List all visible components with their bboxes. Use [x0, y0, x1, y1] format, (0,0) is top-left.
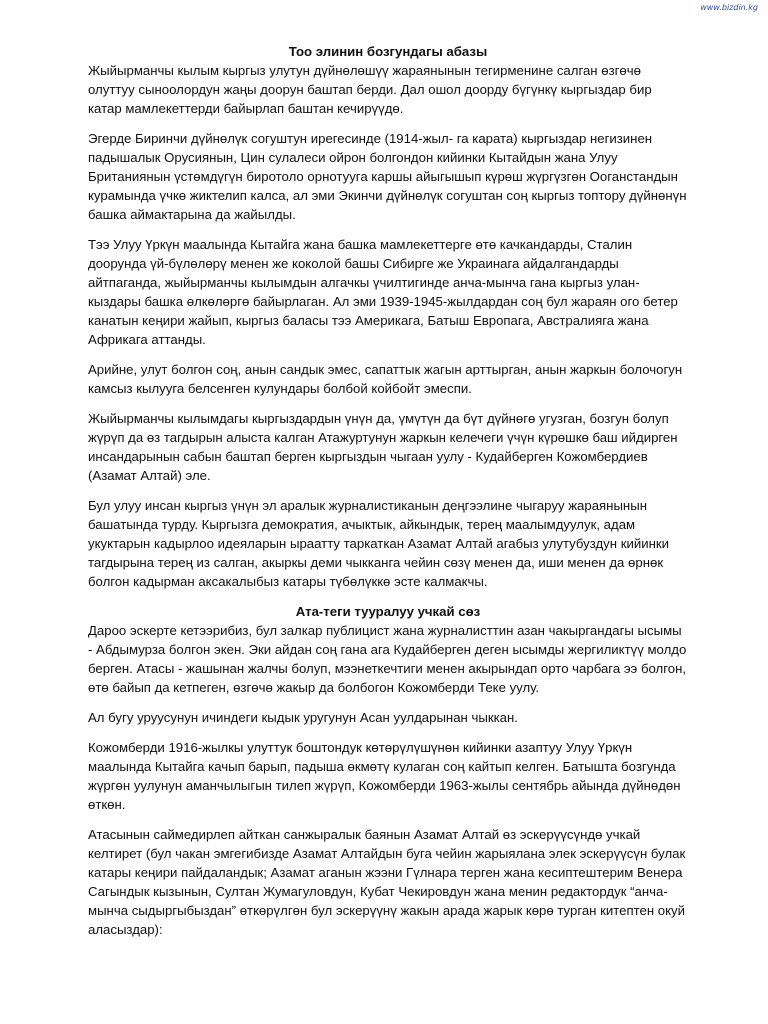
paragraph: Тээ Улуу Үркүн маалында Кытайга жана башка мамлекеттерге өтө качкандарды, Сталин доорунда үй-бүлөлөрү менен же коколой башы Сибирге же Украинага айдалгандарды айтпаганда, жыйырманчы кылымдын алгачкы үчилтигинде анча-мынча гана кыргыз улан-кыздары башка өлкөлөргө байырлаган. Ал эми 1939-1945-жылдардан соң бул жараян ого бетер канатын кеңири жайып, кыргыз баласы тээ Америкага, Батыш Европага, Австралияга жана Африкага аттанды.	[88, 237, 678, 347]
paragraph: Арийне, улут болгон соң, анын сандык эмес, сапаттык жагын арттырган, анын жаркын болочогун камсыз кылууга белсенген кулундары болбой койбойт эмеспи.	[88, 362, 683, 396]
page-title: Тоо элинин бозгундагы абазы	[288, 44, 488, 59]
paragraph: Атасынын саймедирлеп айткан санжыралык баянын Азамат Алтай өз эскерүүсүндө учкай келтирет (бул чакан эмгегибизде Азамат Алтайдын буга чейин жарыялана элек эскерүүсүн булак катары кеңири пайдаландык; Азамат аганын жээни Гүлнара терген жана кесиптештерим Венера Сагындык кызынын, Султан Жумагуловдун, Кубат Чекировдун жана менин редактордук “анча-мынча сыдыргыбыздан” өткөрүлгөн бул эскерүүнү жакын арада жарык көрө турган китептен окуй аласыздар):	[88, 827, 686, 937]
section-heading: Ата-теги тууралуу учкай сөз	[295, 604, 481, 619]
watermark: www.bizdin.kg	[700, 3, 758, 12]
paragraph: Эгерде Биринчи дүйнөлүк согуштун ирегесинде (1914-жыл- га карата) кыргыздар негизинен падышалык Орусиянын, Цин сулалеси ойрон болгондон кийинки Кытайдын жана Улуу Британиянын үстөмдүгүн биротоло орнотууга каршы айыгышып күрөш жүргүзгөн Ооганстандын курамында үчкө жиктелип калса, ал эми Экинчи дүйнөлүк согуштан соң кыргыз топтору дүйнөнүн башка аймактарына да жайылды.	[88, 131, 687, 222]
paragraph: Дароо эскерте кетээрибиз, бул залкар публицист жана журналисттин азан чакыргандагы ысымы - Абдымурза болгон экен. Эки айдан соң гана ага Кудайберген деген ысымды жергиликтүү молдо берген. Атасы - жашынан жалчы болуп, мээнеткечтиги менен акырындап орто чарбага ээ болгон, өтө байып да кетпеген, өзгөчө жакыр да болбогон Кожомберди Теке уулу.	[88, 623, 687, 695]
paragraph: Бул улуу инсан кыргыз үнүн эл аралык журналистиканын деңгээлине чыгаруу жараянынын башатында турду. Кыргызга демократия, ачыктык, айкындык, терең маалымдуулук, адам укуктарын кадырлоо идеяларын ыраатту таркаткан Азамат Алтай агабыз улутубуздун кийинки тагдырына терең из салган, акыркы деми чыкканга чейин сөзү менен да, иши менен да өрнөк болгон кадырман аксакалыбыз катары түбөлүккө эсте калмакчы.	[88, 498, 670, 589]
document-body	[88, 42, 688, 950]
paragraph: Жыйырманчы кылым кыргыз улутун дүйнөлөшүү жараянынын тегирменине салган өзгөчө олуттуу сыноолордун жаңы доорун баштап берди. Дал ошол доорду бүгүнкү кыргыздар бир катар мамлекеттерди байырлап баштан кечирүүдө.	[88, 63, 652, 116]
paragraph: Жыйырманчы кылымдагы кыргыздардын үнүн да, үмүтүн да бүт дүйнөгө угузган, бозгун болуп жүрүп да өз тагдырын алыста калган Атажуртунун жаркын келечеги үчүн күрөшкө баш ийдирген инсандарынын сабын баштап берген кыргыздын чыгаан уулу - Кудайберген Кожомбердиев (Азамат Алтай) эле.	[88, 411, 678, 483]
paragraph: Кожомберди 1916-жылкы улуттук боштондук көтөрүлүшүнөн кийинки азаптуу Улуу Үркүн маалында Кытайга качып барып, падыша өкмөтү кулаган соң кайтып келген. Батышта бозгунда жүргөн уулунун аманчылыгын тилеп жүрүп, Кожомберди 1963-жылы сентябрь айында дүйнөдөн өткөн.	[88, 740, 681, 812]
paragraph: Ал бугу уруусунун ичиндеги кыдык уругунун Асан уулдарынан чыккан.	[88, 710, 518, 725]
